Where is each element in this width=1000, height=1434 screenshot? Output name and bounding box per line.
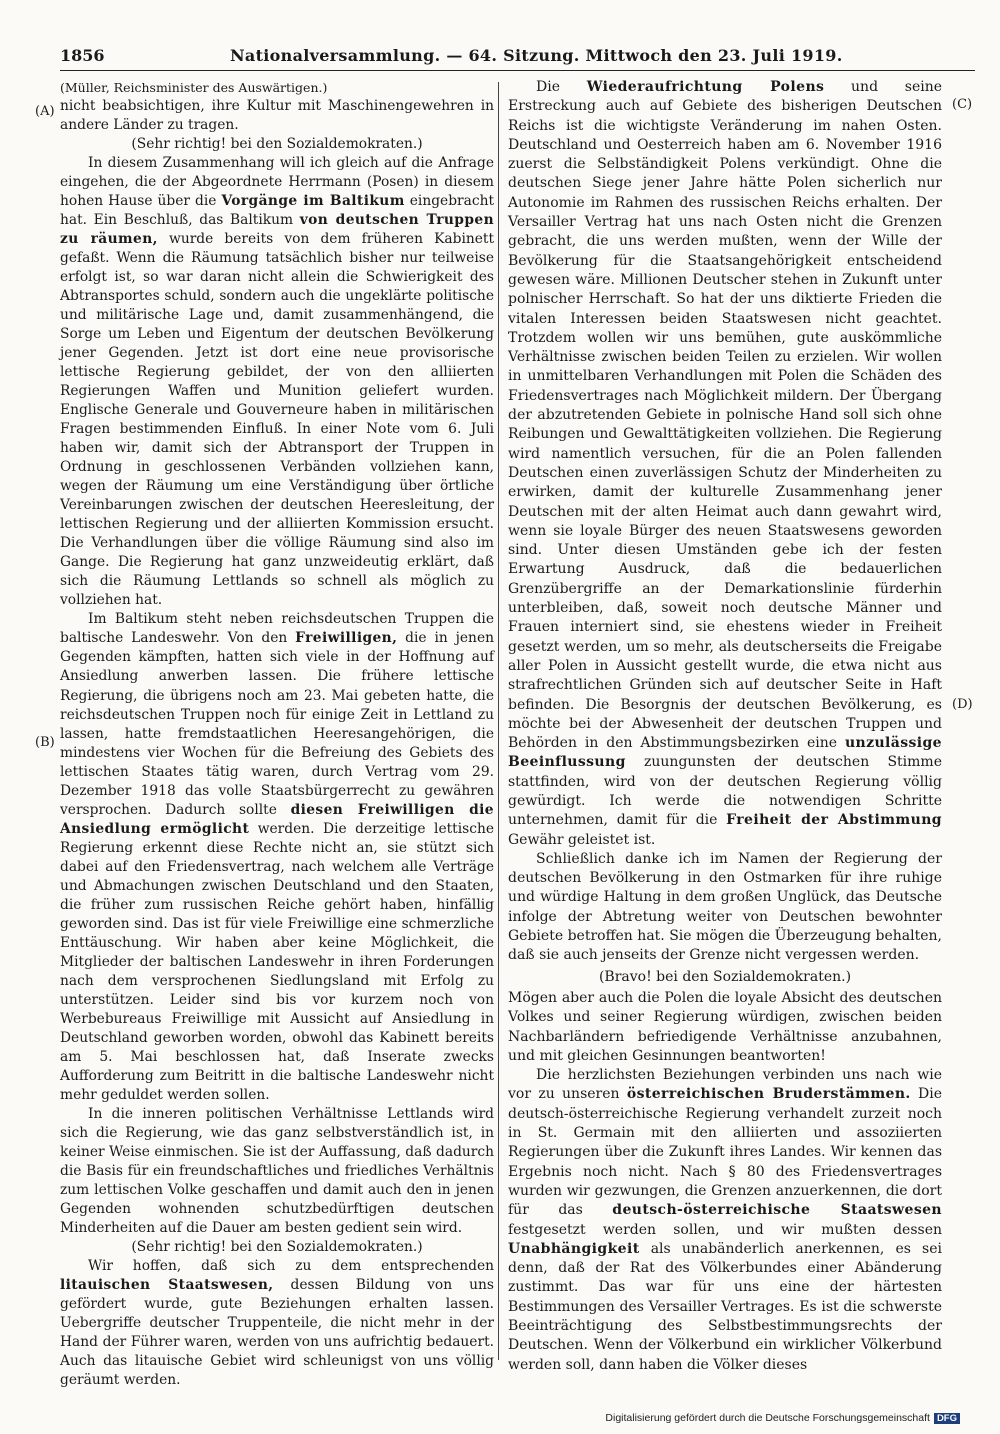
page-header xyxy=(60,40,975,71)
paragraph: In diesem Zusammenhang will ich gleich auf die Anfrage eingehen, die der Abgeordnete Herrmann (Posen) in diesem hohen Hause über die Vorgänge im Baltikum eingebracht hat. Ein Beschluß, das Baltikum von deutschen Truppen zu räumen, wurde bereits von dem früheren Kabinett gefaßt. Wenn die Räumung tatsächlich bisher nur teilweise erfolgt ist, so war daran nicht allein die Schwierigkeit des Abtransportes schuld, sondern auch die ungeklärte politische und militärische Lage und, damit zusammenhängend, die Sorge um Leben und Eigentum der deutschen Bevölkerung jener Gegenden. Jetzt ist dort eine neue provisorische lettische Regierung gebildet, der von den alliierten Regierungen Waffen und Munition geliefert wurden. Englische Generale und Gouverneure haben in militärischen Fragen bestimmenden Einfluß. In einer Note vom 6. Juli haben wir, damit sich der Abtransport der Truppen in Ordnung in geschlossenen Verbänden vollziehen kann, wegen der Räumung um eine Verständigung über örtliche Vereinbarungen zwischen der deutschen Heeresleitung, der lettischen Regierung und der alliierten Kommission ersucht. Die Verhandlungen über die völlige Räumung sind also im Gange. Die Regierung hat ganz unzweideutig erklärt, daß sich die Räumung Lettlands so schnell als möglich zu vollziehen hat. xyxy=(60,155,495,609)
margin-mark-b: (B) xyxy=(35,735,55,750)
paragraph: Im Baltikum steht neben reichsdeutschen Truppen die baltische Landeswehr. Von den Freiwilligen, die in jenen Gegenden kämpften, hatten sich viele in der Hoffnung auf Ansiedlung anwerben lassen. Die frühere lettische Regierung, die übrigens noch am 23. Mai gebeten hatte, die reichsdeutschen Truppen noch für einige Zeit in Lettland zu lassen, hatte fremdstaatlichen Heeresangehörigen, die mindestens vier Wochen für die Befreiung des Gebiets des lettischen Staates tätig waren, durch Vertrag vom 29. Dezember 1918 das volle Staatsbürgerrecht zu gewähren versprochen. Dadurch sollte diesen Freiwilligen die Ansiedlung ermöglicht werden. Die derzeitige lettische Regierung erkennt diese Rechte nicht an, sie stützt sich dabei auf den Friedensvertrag, nach welchem alle Verträge und Abmachungen zwischen Deutschland und den Staaten, die früher zum russischen Reiche gehört haben, hinfällig geworden sind. Das ist für viele Freiwillige eine schmerzliche Enttäuschung. Wir haben aber keine Möglichkeit, die Mitglieder der baltischen Landeswehr in ihren Forderungen nach dem versprochenen Siedlungsland mit Erfolg zu unterstützen. Leider sind bis vor kurzem noch von Werbebureaus Freiwillige mit Aussicht auf Ansiedlung in Deutschland geworben worden, obwohl das Kabinett bereits am 5. Mai beschlossen hat, daß Inserate zwecks Aufforderung zum Beitritt in die baltische Landeswehr nicht mehr geduldet werden sollen. xyxy=(60,611,494,1103)
digitization-credit xyxy=(605,1412,960,1424)
speaker-note: (Müller, Reichsminister des Auswärtigen.) xyxy=(60,80,328,95)
paragraph: In die inneren politischen Verhältnisse Lettlands wird sich die Regierung, wie das ganz selbstverständlich ist, in keiner Weise einmischen. Sie ist der Auffassung, daß dadurch die Basis für ein freundschaftliches und friedliches Verhältnis zum lettischen Volke geschaffen und damit auch den in jenen Gegenden wohnenden schutzbedürftigen deutschen Minderheiten auf die Dauer am besten gedient sein wird. xyxy=(60,1105,494,1236)
column-divider xyxy=(498,82,499,1360)
dfg-logo: DFG xyxy=(934,1413,960,1424)
page-number: 1856 xyxy=(60,46,105,65)
remark: (Bravo! bei den Sozialdemokraten.) xyxy=(598,968,852,985)
left-column xyxy=(60,78,494,1390)
margin-mark-d: (D) xyxy=(952,697,973,712)
margin-mark-c: (C) xyxy=(952,97,973,112)
paragraph: Die herzlichsten Beziehungen verbinden uns nach wie vor zu unseren österreichischen Bruderstämmen. Die deutsch-österreichische Regierung verhandelt zurzeit noch in St. Germain mit den alliierten und assoziierten Regierungen über die Zukunft ihres Landes. Wir kennen das Ergebnis noch nicht. Nach § 80 des Friedensvertrages wurden wir gezwungen, die Grenzen anzuerkennen, die dort für das deutsch-österreichische Staatswesen festgesetzt werden sollen, und wir mußten dessen Unabhängigkeit als unabänderlich anerkennen, es sei denn, daß der Rat des Völkerbundes einer Abänderung zustimmt. Das war für uns eine der härtesten Bestimmungen des Versailler Vertrages. Es ist die schwerste Beeinträchtigung des Selbstbestimmungsrechts der Deutschen. Wenn der Völkerbund ein wirklicher Völkerbund werden soll, dann haben die Völker dieses xyxy=(508,1067,942,1373)
paragraph: Schließlich danke ich im Namen der Regierung der deutschen Bevölkerung in den Ostmarken für ihre ruhige und würdige Haltung in dem großen Unglück, das Deutsche infolge der Abtretung weiter von Deutschen bewohnter Gebiete betroffen hat. Sie mögen die Überzeugung behalten, daß sie auch jenseits der Grenze nicht vergessen werden. xyxy=(508,850,942,964)
paragraph: Die Wiederaufrichtung Polens und seine Erstreckung auch auf Gebiete des bisherigen Deutschen Reichs ist die wichtigste Veränderung im nahen Osten. Deutschland und Oesterreich haben am 6. November 1916 zuerst die Selbständigkeit Polens verkündigt. Ohne die deutschen Siege jener Jahre hätte Polen sicherlich nur Autonomie im Rahmen des russischen Reichs erhalten. Der Versailler Vertrag hat uns nach Osten nicht die Grenzen gebracht, die uns werden mußten, wenn der Wille der Bevölkerung für die Staatsangehörigkeit entscheidend gewesen wäre. Millionen Deutscher stehen in Zukunft unter polnischer Herrschaft. So hat der uns diktierte Frieden die vitalen Interessen beiden Staatswesen nicht geachtet. Trotzdem wollen wir uns bemühen, gute auskömmliche Verhältnisse zwischen beiden Teilen zu erzielen. Wir wollen in unmittelbaren Verhandlungen mit Polen die Schäden des Friedensvertrages nach Möglichkeit mildern. Der Übergang der abzutretenden Gebiete in polnische Hand soll sich ohne Reibungen und Gewalttätigkeiten vollziehen. Die Regierung wird namentlich versuchen, für die an Polen fallenden Deutschen einen zuverlässigen Schutz der Minderheiten zu erwirken, damit der kulturelle Zusammenhang jener Deutschen mit der alten Heimat auch dann gewahrt wird, wenn sie loyale Bürger des neuen Staatswesens geworden sind. Unter diesen Umständen gebe ich der festen Erwartung Ausdruck, daß die bedauerlichen Grenzübergriffe an der Demarkationslinie fürderhin unterbleiben, daß, soweit noch deutsche Männer und Frauen interniert sind, sie ehestens wieder in Freiheit gesetzt werden, um so mehr, als deutscherseits die Freigabe aller Polen in Aussicht gestellt wurde, die etwa nicht aus strafrechtlichen Gründen sich auf deutscher Seite in Haft befinden. Die Besorgnis der deutschen Bevölkerung, es möchte bei der Abwesenheit der deutschen Truppen und Behörden in den Abstimmungsbezirken eine unzulässige Beeinflussung zuungunsten der deutschen Stimme stattfinden, wird von der deutschen Regierung völlig gewürdigt. Ich werde die notwendigen Schritte unternehmen, damit für die Freiheit der Abstimmung Gewähr geleistet ist. xyxy=(508,79,943,848)
paragraph: Mögen aber auch die Polen die loyale Absicht des deutschen Volkes und seiner Regierung würdigen, zwischen beiden Nachbarländern befriedigende Verhältnisse anzubahnen, und mit gleichen Gesinnungen beantworten! xyxy=(508,989,942,1064)
right-column xyxy=(508,78,942,1375)
page-title: Nationalversammlung. — 64. Sitzung. Mittwoch den 23. Juli 1919. xyxy=(230,46,843,65)
paragraph: Wir hoffen, daß sich zu dem entsprechenden litauischen Staatswesen, dessen Bildung von uns gefördert wurde, gute Beziehungen erhalten lassen. Uebergriffe deutscher Truppenteile, die nicht mehr in der Hand der Führer waren, werden von uns aufrichtig bedauert. Auch das litauische Gebiet wird schleunigst von uns völlig geräumt werden. xyxy=(60,1257,494,1389)
remark: (Sehr richtig! bei den Sozialdemokraten.) xyxy=(131,136,423,153)
credit-text: Digitalisierung gefördert durch die Deutsche Forschungsgemeinschaft xyxy=(605,1412,930,1424)
remark: (Sehr richtig! bei den Sozialdemokraten.) xyxy=(131,1238,423,1255)
margin-mark-a: (A) xyxy=(35,104,55,119)
paragraph: nicht beabsichtigen, ihre Kultur mit Maschinengewehren in andere Länder zu tragen. xyxy=(60,98,494,134)
